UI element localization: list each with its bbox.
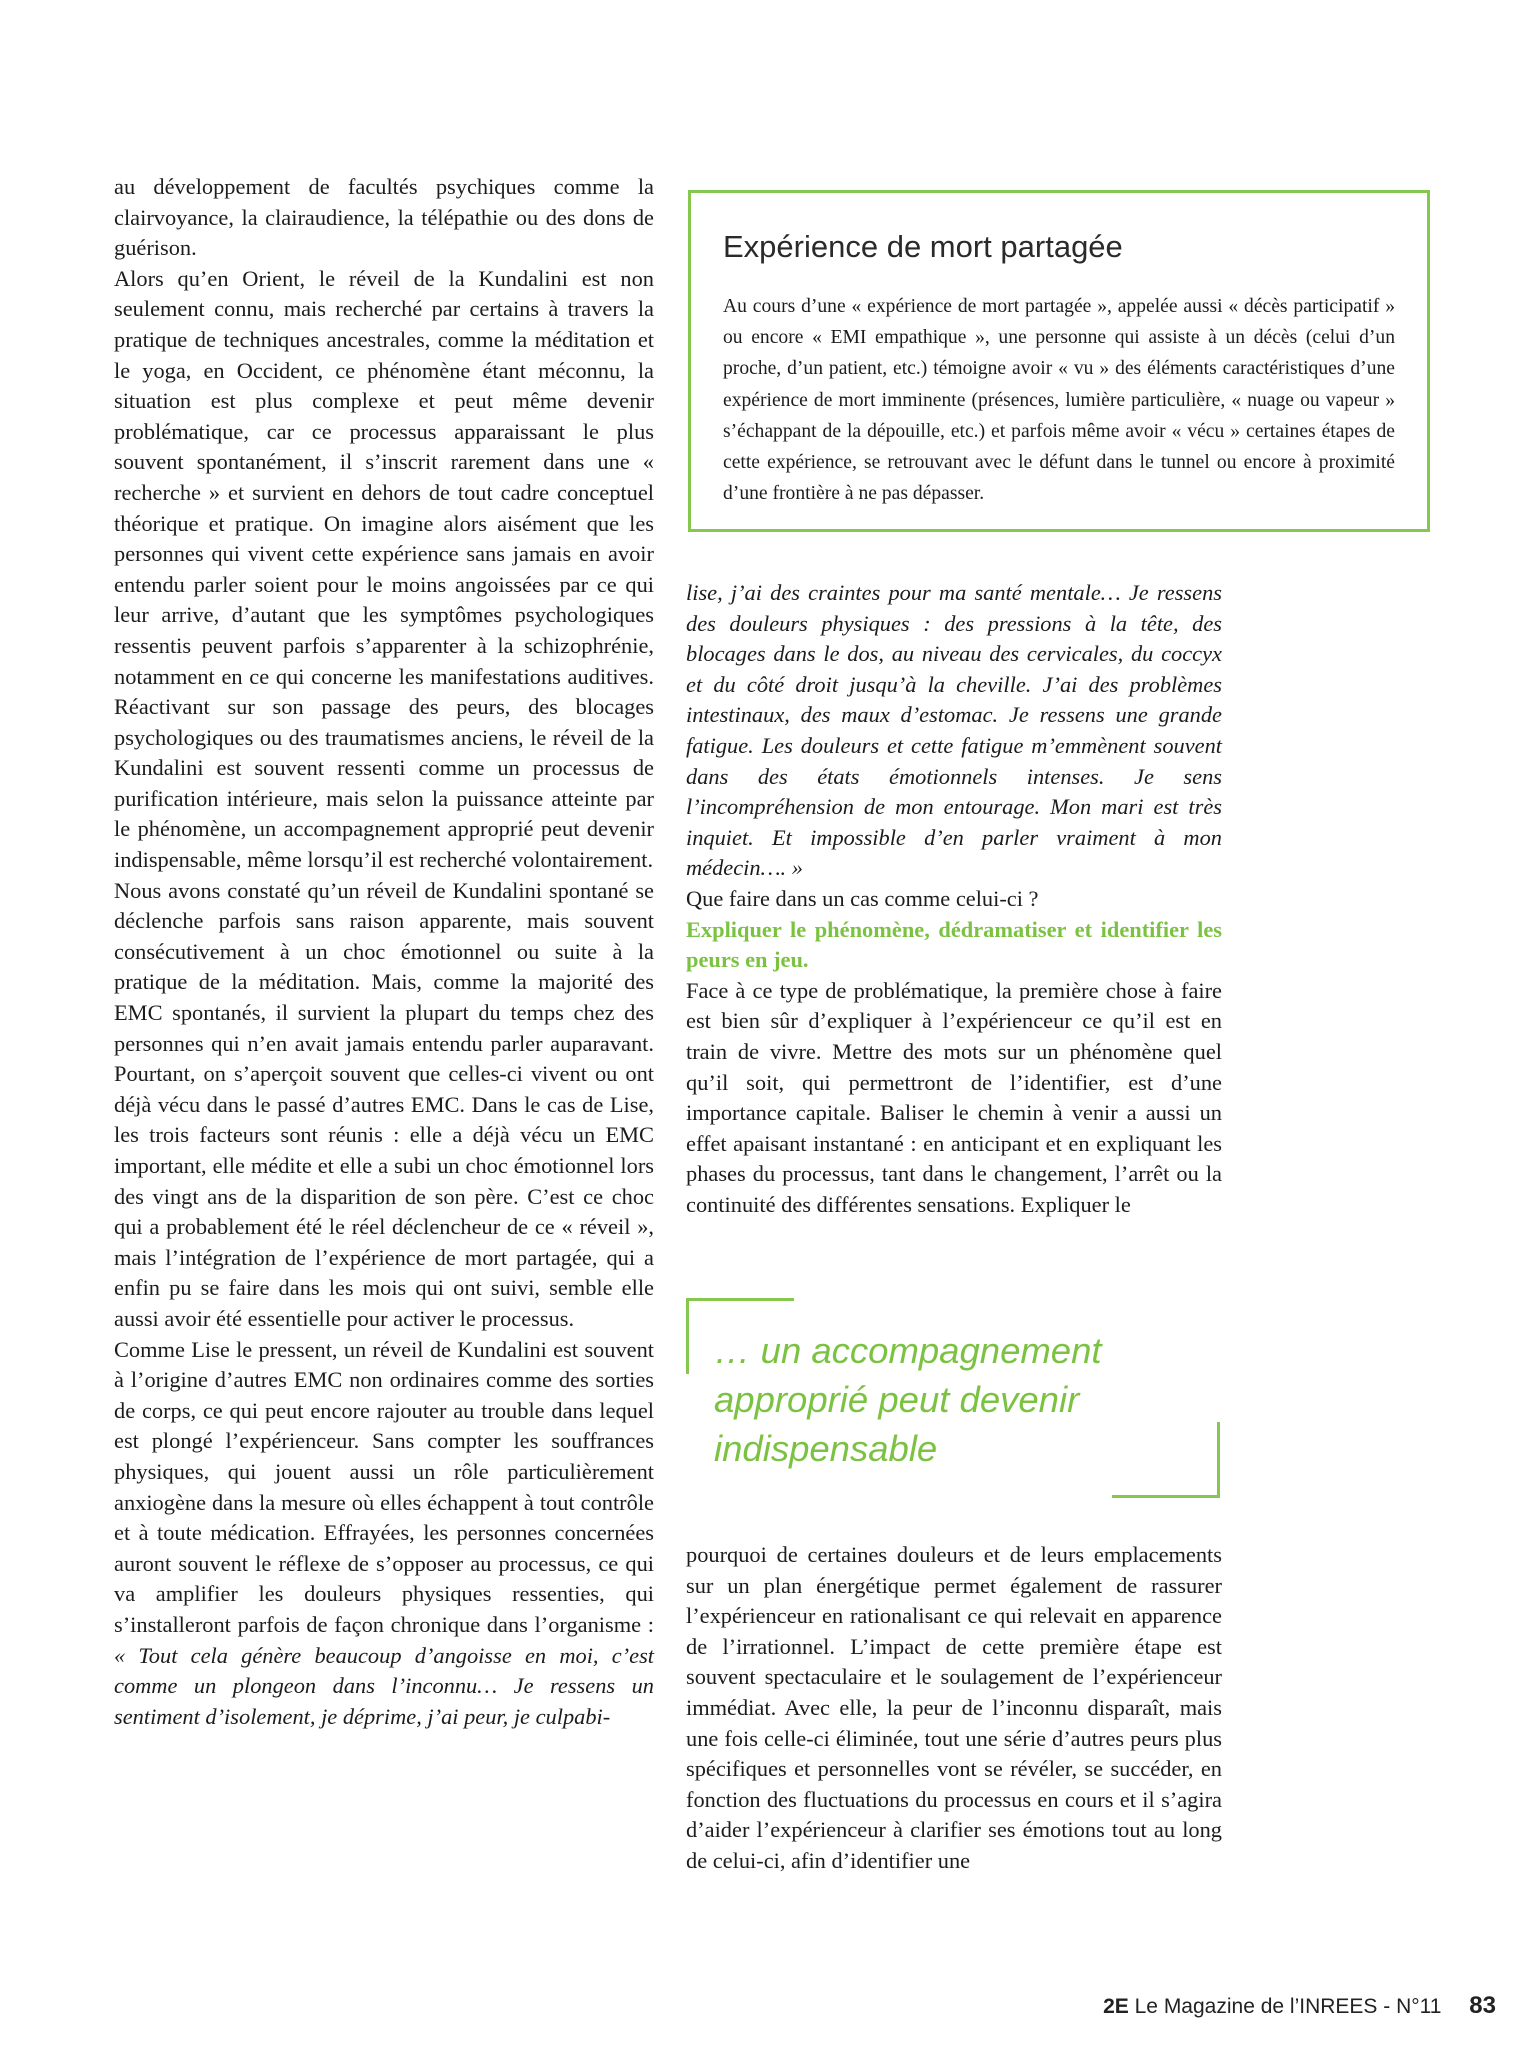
bracket-line — [686, 1298, 689, 1374]
left-column — [114, 172, 654, 1732]
right-column-top — [686, 578, 1222, 1220]
paragraph: Face à ce type de problématique, la première chose à faire est bien sûr d’expliquer à l’expérienceur ce qu’il est en train de vivre. Mettre des mots sur un phénomène quel qu’il soit, qui permettront de l’identifier, est d’une importance capitale. Baliser le chemin à venir a aussi un effet apaisant instantané : en anticipant et en expliquant les phases du processus, tant dans le changement, l’arrêt ou la continuité des différentes sensations. Expliquer le — [686, 977, 1222, 1217]
paragraph-text: Comme Lise le pressent, un réveil de Kundalini est souvent à l’origine d’autres EMC non ordinaires comme des sorties de corps, ce qui peut encore rajouter au trouble dans lequel est plongé l’expérienceur. Sans compter les souffrances physiques, qui jouent aussi un rôle particulièrement anxiogène dans la mesure où elles échappent à tout contrôle et à toute médication. Effrayées, les personnes concernées auront souvent le réflexe de s’opposer au processus, ce qui va amplifier les douleurs physiques ressenties, qui s’installeront parfois de façon chronique dans l’organisme : — [114, 1336, 654, 1637]
sidebar-box-text: Au cours d’une « expérience de mort partagée », appelée aussi « décès participatif » ou encore « EMI empathique », une personne qui assiste à un décès (celui d’un proche, d’un patient, etc.) témoigne avoir « vu » des éléments caractéristiques d’une expérience de mort imminente (présences, lumière particulière, « nuage ou vapeur » s’échappant de la dépouille, etc.) et parfois même avoir « vécu » certaines étapes de cette expérience, se retrouvant avec le défunt dans le tunnel ou encore à proximité d’une frontière à ne pas dépasser. — [723, 296, 1395, 505]
right-column-bottom — [686, 1540, 1222, 1877]
section-subheading: Expliquer le phénomène, dédramatiser et identifier les peurs en jeu. — [686, 916, 1222, 973]
pull-quote-text: … un accompagnement approprié peut devenir indispensable — [714, 1330, 1102, 1469]
page-footer — [1103, 1992, 1496, 2020]
testimony-quote: « Tout cela génère beaucoup d’angoisse en moi, c’est comme un plongeon dans l’inconnu… Je ressens un sentiment d’isolement, je déprime, j’ai peur, je culpabi- — [114, 1642, 654, 1729]
paragraph: pourquoi de certaines douleurs et de leurs emplacements sur un plan énergétique permet également de rassurer l’expérienceur en rationalisant ce qui relevait en apparence de l’irrationnel. L’impact de cette première étape est souvent spectaculaire et le soulagement de l’expérienceur immédiat. Avec elle, la peur de l’inconnu disparaît, mais une fois celle-ci éliminée, tout une série d’autres peurs plus spécifiques et personnelles vont se révéler, se succéder, en fonction des fluctuations du processus en cours et il s’agira d’aider l’expérienceur à clarifier ses émotions tout au long de celui-ci, afin d’identifier une — [686, 1542, 1222, 1873]
sidebar-box-title: Expérience de mort partagée — [723, 229, 1123, 264]
bracket-line — [1112, 1495, 1220, 1498]
question: Que faire dans un cas comme celui-ci ? — [686, 885, 1039, 911]
paragraph — [114, 1335, 654, 1733]
page-number: 83 — [1469, 1992, 1496, 2019]
bracket-line — [1217, 1422, 1220, 1498]
footer-magazine: Le Magazine de l’INREES - N°11 — [1134, 1995, 1442, 2018]
paragraph: Nous avons constaté qu’un réveil de Kundalini spontané se déclenche parfois sans raison apparente, mais souvent consécutivement à un choc émotionnel ou suite à la pratique de la méditation. Mais, comme la majorité des EMC spontanés, il survient la plupart du temps chez des personnes qui n’en avait jamais entendu parler auparavant. Pourtant, on s’aperçoit souvent que celles-ci vivent ou ont déjà vécu dans le passé d’autres EMC. Dans le cas de Lise, les trois facteurs sont réunis : elle a déjà vécu un EMC important, elle médite et elle a subi un choc émotionnel lors des vingt ans de la disparition de son père. C’est ce choc qui a probablement été le réel déclencheur de ce « réveil », mais l’intégration de l’expérience de mort partagée, qui a enfin pu se faire dans les mois qui ont suivi, semble elle aussi avoir été essentielle pour activer le processus. — [114, 877, 654, 1331]
bracket-line — [686, 1298, 794, 1301]
paragraph: au développement de facultés psychiques comme la clairvoyance, la clairaudience, la télépathie ou des dons de guérison. — [114, 174, 654, 261]
paragraph: Alors qu’en Orient, le réveil de la Kundalini est non seulement connu, mais recherché par certains à travers la pratique de techniques ancestrales, comme la méditation et le yoga, en Occident, ce phénomène étant méconnu, la situation est plus complexe et peut même devenir problématique, car ce processus apparaissant le plus souvent spontanément, il s’inscrit rarement dans une « recherche » et survient en dehors de tout cadre conceptuel théorique et pratique. On imagine alors aisément que les personnes qui vivent cette expérience sans jamais en avoir entendu parler soient pour le moins angoissées par ce qui leur arrive, d’autant que les symptômes psychologiques ressentis peuvent parfois s’apparenter à la schizophrénie, notamment en ce qui concerne les manifestations auditives. Réactivant sur son passage des peurs, des blocages psychologiques ou des traumatismes anciens, le réveil de la Kundalini est souvent ressenti comme un processus de purification intérieure, mais selon la puissance atteinte par le phénomène, un accompagnement approprié peut devenir indispensable, même lorsqu’il est recherché volontairement. — [114, 265, 654, 873]
footer-brand: 2E — [1103, 1995, 1129, 2018]
pull-quote — [686, 1298, 1220, 1498]
testimony-quote-continued: lise, j’ai des craintes pour ma santé mentale… Je ressens des douleurs physiques : des pressions à la tête, des blocages dans le dos, au niveau des cervicales, du coccyx et du côté droit jusqu’à la cheville. J’ai des problèmes intestinaux, des maux d’estomac. Je ressens une grande fatigue. Les douleurs et cette fatigue m’emmènent souvent dans des états émotionnels intenses. Je sens l’incompréhension de mon entourage. Mon mari est très inquiet. Et impossible d’en parler vraiment à mon médecin…. » — [686, 580, 1222, 881]
sidebar-box — [688, 190, 1430, 532]
